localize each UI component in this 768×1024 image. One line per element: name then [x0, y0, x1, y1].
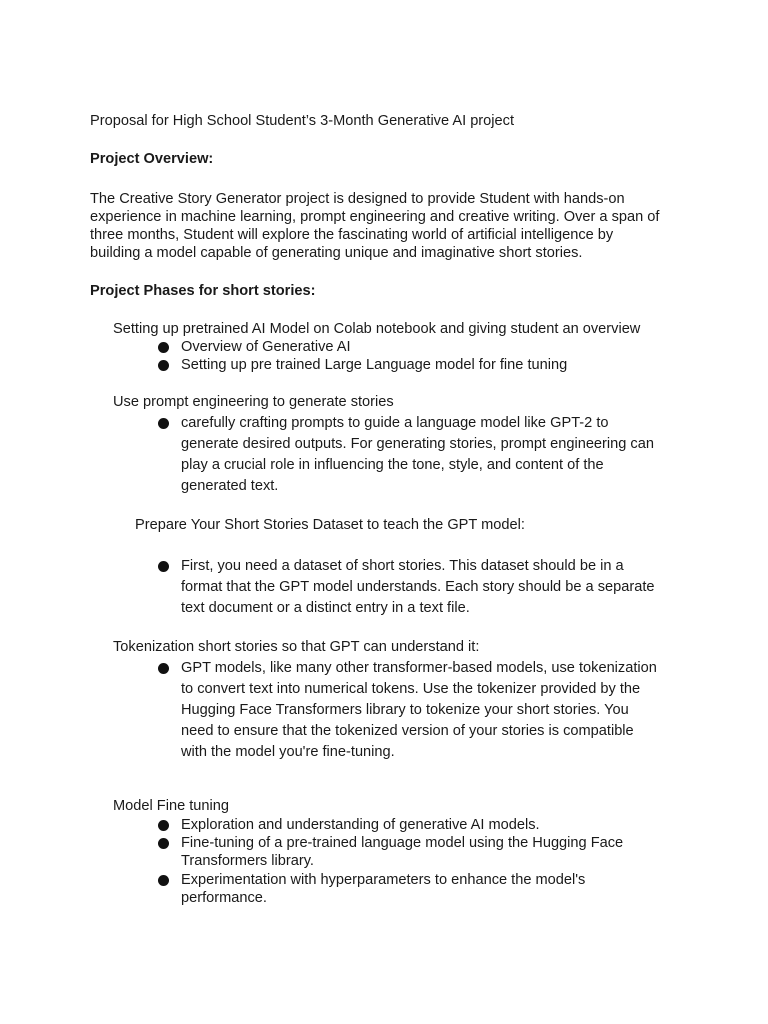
overview-heading: Project Overview:: [90, 151, 214, 167]
phases-heading: Project Phases for short stories:: [90, 283, 316, 299]
bullet-icon: [158, 418, 169, 429]
list-item: [158, 356, 567, 374]
bullet-line: First, you need a dataset of short stories. This dataset should be in a: [181, 558, 624, 574]
overview-line: experience in machine learning, prompt engineering and creative writing. Over a span of: [90, 209, 660, 225]
phase-heading-tokenization: Tokenization short stories so that GPT can understand it:: [113, 639, 480, 655]
bullet-line: Experimentation with hyperparameters to enhance the model's: [181, 872, 586, 888]
bullet-text: [181, 871, 585, 907]
bullet-text: [181, 834, 623, 870]
bullet-text: Overview of Generative AI: [181, 339, 351, 355]
bullet-line: format that the GPT model understands. Each story should be a separate: [181, 579, 655, 595]
bullet-line: GPT models, like many other transformer-based models, use tokenization: [181, 660, 657, 676]
bullet-text: [181, 658, 657, 763]
overview-line: building a model capable of generating unique and imaginative short stories.: [90, 245, 583, 261]
list-item: [158, 338, 351, 356]
bullet-text: [181, 556, 655, 619]
bullet-icon: [158, 838, 169, 849]
list-item: [158, 816, 540, 834]
list-item: [158, 556, 655, 619]
phase-heading-finetuning: Model Fine tuning: [113, 798, 230, 814]
bullet-line: with the model you're fine-tuning.: [181, 744, 395, 760]
overview-line: The Creative Story Generator project is designed to provide Student with hands-on: [90, 191, 625, 207]
bullet-line: Hugging Face Transformers library to tokenize your short stories. You: [181, 702, 629, 718]
bullet-line: carefully crafting prompts to guide a language model like GPT-2 to: [181, 415, 609, 431]
phase-heading-prompt: Use prompt engineering to generate stories: [113, 394, 394, 410]
phase-heading-dataset: Prepare Your Short Stories Dataset to teach the GPT model:: [135, 517, 525, 533]
bullet-icon: [158, 360, 169, 371]
list-item: [158, 658, 657, 763]
bullet-icon: [158, 663, 169, 674]
phase-heading-setup: Setting up pretrained AI Model on Colab notebook and giving student an overview: [113, 321, 641, 337]
bullet-text: Setting up pre trained Large Language model for fine tuning: [181, 357, 568, 373]
bullet-line: generate desired outputs. For generating stories, prompt engineering can: [181, 436, 654, 452]
bullet-line: Transformers library.: [181, 853, 314, 869]
list-item: [158, 413, 654, 497]
bullet-line: Fine-tuning of a pre-trained language model using the Hugging Face: [181, 835, 624, 851]
bullet-icon: [158, 561, 169, 572]
bullet-text: [181, 413, 654, 497]
bullet-icon: [158, 342, 169, 353]
bullet-line: performance.: [181, 890, 267, 906]
bullet-line: play a crucial role in influencing the tone, style, and content of the: [181, 457, 604, 473]
list-item: [158, 871, 585, 907]
bullet-icon: [158, 820, 169, 831]
bullet-line: to convert text into numerical tokens. Use the tokenizer provided by the: [181, 681, 641, 697]
bullet-line: need to ensure that the tokenized version of your stories is compatible: [181, 723, 634, 739]
bullet-line: text document or a distinct entry in a text file.: [181, 600, 470, 616]
list-item: [158, 834, 623, 870]
overview-line: three months, Student will explore the fascinating world of artificial intelligence by: [90, 227, 614, 243]
bullet-text: Exploration and understanding of generative AI models.: [181, 817, 540, 833]
document-title: Proposal for High School Student’s 3-Month Generative AI project: [90, 113, 514, 129]
bullet-line: generated text.: [181, 478, 279, 494]
bullet-icon: [158, 875, 169, 886]
